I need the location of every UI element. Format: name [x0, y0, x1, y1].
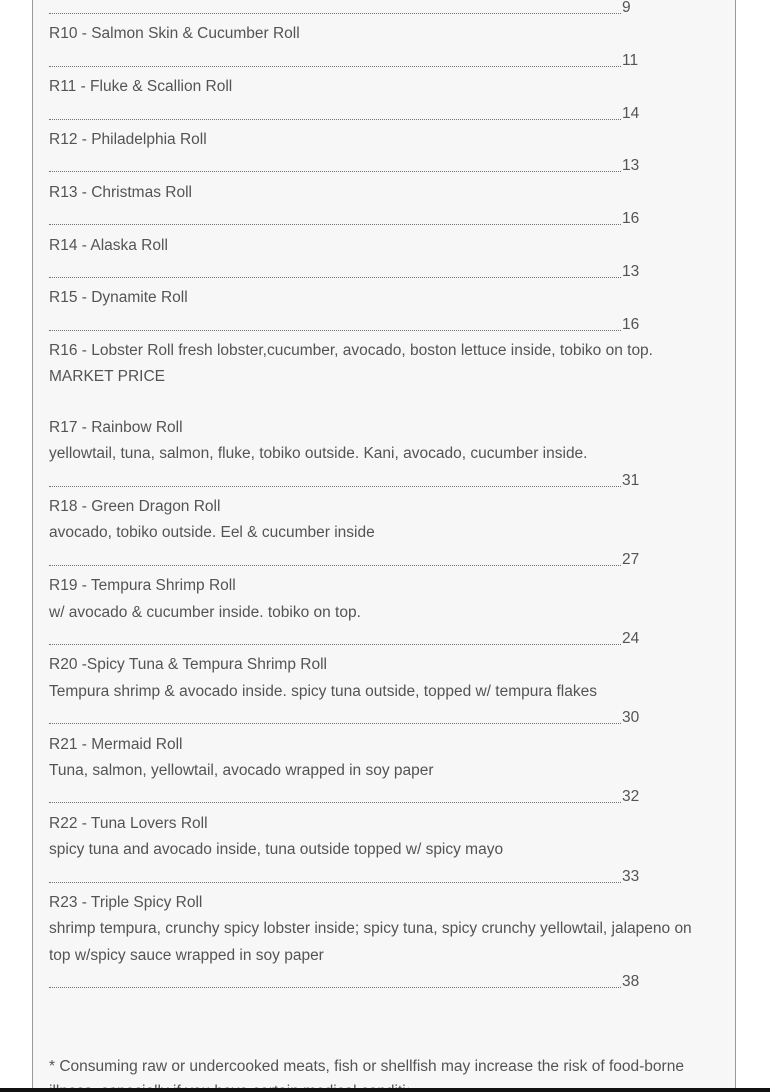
menu-item-title: R15 - Dynamite Roll — [49, 289, 188, 306]
menu-item-description: Tuna, salmon, yellowtail, avocado wrapped in soy paper — [49, 762, 434, 779]
menu-item-title: R20 -Spicy Tuna & Tempura Shrimp Roll — [49, 656, 327, 673]
price-leader — [49, 723, 621, 724]
menu-item-title: R18 - Green Dragon Roll — [49, 498, 221, 515]
menu-item-title: R23 - Triple Spicy Roll — [49, 894, 203, 911]
menu-item-description: Tempura shrimp & avocado inside. spicy tuna outside, topped w/ tempura flakes — [49, 683, 597, 700]
menu-item-description: shrimp tempura, crunchy spicy lobster inside; spicy tuna, spicy crunchy yellowtail, jalapeno on — [49, 920, 692, 937]
item-price: 31 — [622, 472, 640, 489]
price-leader — [49, 330, 621, 331]
menu-item-title: R16 - Lobster Roll fresh lobster,cucumber, avocado, boston lettuce inside, tobiko on top. — [49, 342, 653, 359]
item-price: 14 — [622, 105, 640, 122]
menu-item-description: w/ avocado & cucumber inside. tobiko on top. — [49, 604, 361, 621]
menu-item-title: R19 - Tempura Shrimp Roll — [49, 577, 236, 594]
food-safety-note: * Consuming raw or undercooked meats, fish or shellfish may increase the risk of food-borne — [49, 1058, 684, 1075]
price-leader — [49, 565, 621, 566]
price-leader — [49, 13, 621, 14]
price-leader — [49, 119, 621, 120]
item-price: 38 — [622, 973, 640, 990]
item-price: 30 — [622, 709, 640, 726]
item-price: 13 — [622, 157, 640, 174]
menu-item-title: R13 - Christmas Roll — [49, 184, 192, 201]
price-leader — [49, 644, 621, 645]
item-price: 9 — [622, 0, 631, 16]
price-leader — [49, 802, 621, 803]
item-price: 24 — [622, 630, 640, 647]
menu-item-description: avocado, tobiko outside. Eel & cucumber inside — [49, 524, 375, 541]
price-leader — [49, 987, 621, 988]
menu-item-title: R21 - Mermaid Roll — [49, 736, 183, 753]
price-leader — [49, 224, 621, 225]
item-price: 11 — [622, 52, 639, 69]
menu-item-title: R17 - Rainbow Roll — [49, 419, 183, 436]
price-leader — [49, 171, 621, 172]
bottom-edge-bar — [0, 1088, 770, 1092]
item-price: 32 — [622, 788, 640, 805]
menu-item-title: R12 - Philadelphia Roll — [49, 131, 207, 148]
menu-item-description-cont: top w/spicy sauce wrapped in soy paper — [49, 947, 324, 964]
menu-item-description: MARKET PRICE — [49, 368, 165, 385]
item-price: 33 — [622, 868, 640, 885]
price-leader — [49, 486, 621, 487]
menu-item-title: R10 - Salmon Skin & Cucumber Roll — [49, 25, 300, 42]
price-leader — [49, 882, 621, 883]
menu-item-title: R11 - Fluke & Scallion Roll — [49, 78, 233, 95]
menu-item-title: R22 - Tuna Lovers Roll — [49, 815, 208, 832]
item-price: 13 — [622, 263, 640, 280]
item-price: 27 — [622, 551, 640, 568]
menu-item-description: yellowtail, tuna, salmon, fluke, tobiko outside. Kani, avocado, cucumber inside. — [49, 445, 588, 462]
price-leader — [49, 66, 621, 67]
item-price: 16 — [622, 316, 640, 333]
menu-item-description: spicy tuna and avocado inside, tuna outside topped w/ spicy mayo — [49, 841, 504, 858]
item-price: 16 — [622, 210, 640, 227]
menu-item-title: R14 - Alaska Roll — [49, 237, 168, 254]
price-leader — [49, 277, 621, 278]
